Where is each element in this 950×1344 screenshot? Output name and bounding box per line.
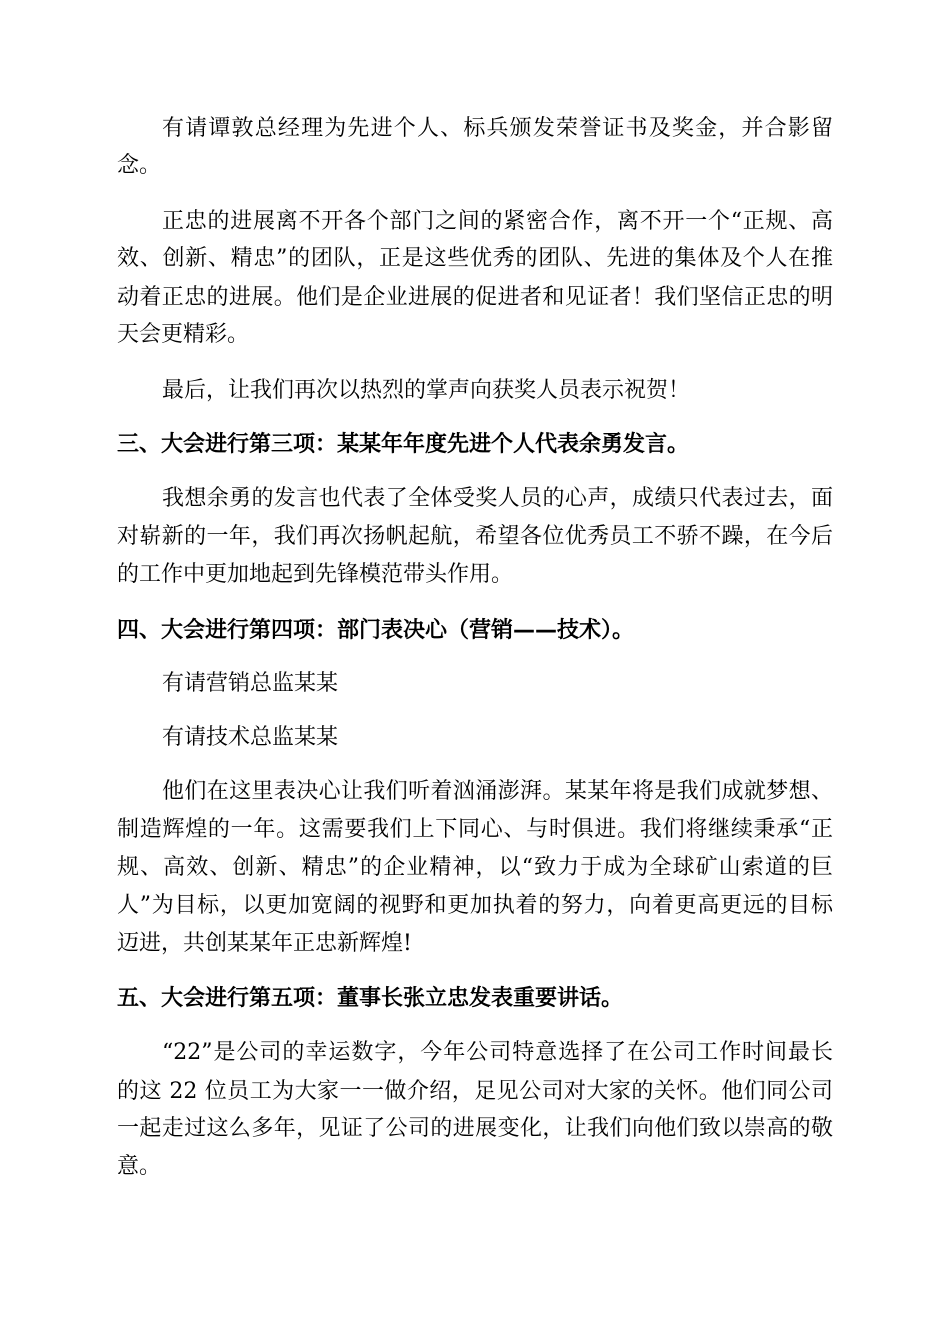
congrats-line: 最后，让我们再次以热烈的掌声向获奖人员表示祝贺！ [162, 378, 691, 403]
teamwork-line-3: 动着正忠的进展。他们是企业进展的促进者和见证者！我们坚信正忠的明 [117, 285, 833, 310]
section-heading-4: 四、大会进行第四项：部门表决心（营销——技术）。 [117, 618, 635, 643]
lucky22-line-1: “22”是公司的幸运数字，今年公司特意选择了在公司工作时间最长 [162, 1040, 833, 1065]
resolve-line-2: 制造辉煌的一年。这需要我们上下同心、与时俱进。我们将继续秉承“正 [117, 817, 833, 842]
lucky22-line-3: 一起走过这么多年，见证了公司的进展变化，让我们向他们致以崇高的敬 [117, 1116, 833, 1141]
teamwork-line-1: 正忠的进展离不开各个部门之间的紧密合作，离不开一个“正规、高 [162, 209, 833, 234]
award-line-1: 有请谭敦总经理为先进个人、标兵颁发荣誉证书及奖金，并合影留 [162, 116, 833, 141]
teamwork-line-2: 效、创新、精忠”的团队，正是这些优秀的团队、先进的集体及个人在推 [117, 246, 833, 271]
lucky22-line-2: 的这 22 位员工为大家一一做介绍，足见公司对大家的关怀。他们同公司 [117, 1079, 833, 1104]
marketing-line: 有请营销总监某某 [162, 671, 339, 696]
section-heading-3: 三、大会进行第三项：某某年年度先进个人代表余勇发言。 [117, 432, 690, 457]
speech-line-3: 的工作中更加地起到先锋模范带头作用。 [117, 562, 514, 587]
lucky22-line-4: 意。 [117, 1154, 162, 1179]
award-line-2: 念。 [117, 153, 162, 178]
tech-line: 有请技术总监某某 [162, 725, 339, 750]
section-heading-5: 五、大会进行第五项：董事长张立忠发表重要讲话。 [117, 986, 624, 1011]
resolve-line-4: 人”为目标，以更加宽阔的视野和更加执着的努力，向着更高更远的目标 [117, 893, 833, 918]
resolve-line-3: 规、高效、创新、精忠”的企业精神，以“致力于成为全球矿山索道的巨 [117, 855, 833, 880]
resolve-line-1: 他们在这里表决心让我们听着汹涌澎湃。某某年将是我们成就梦想、 [162, 779, 833, 804]
resolve-line-5: 迈进，共创某某年正忠新辉煌! [117, 931, 412, 956]
speech-line-1: 我想余勇的发言也代表了全体受奖人员的心声，成绩只代表过去，面 [162, 486, 833, 511]
speech-line-2: 对崭新的一年，我们再次扬帆起航，希望各位优秀员工不骄不躁，在今后 [117, 524, 833, 549]
teamwork-line-4: 天会更精彩。 [117, 322, 250, 347]
